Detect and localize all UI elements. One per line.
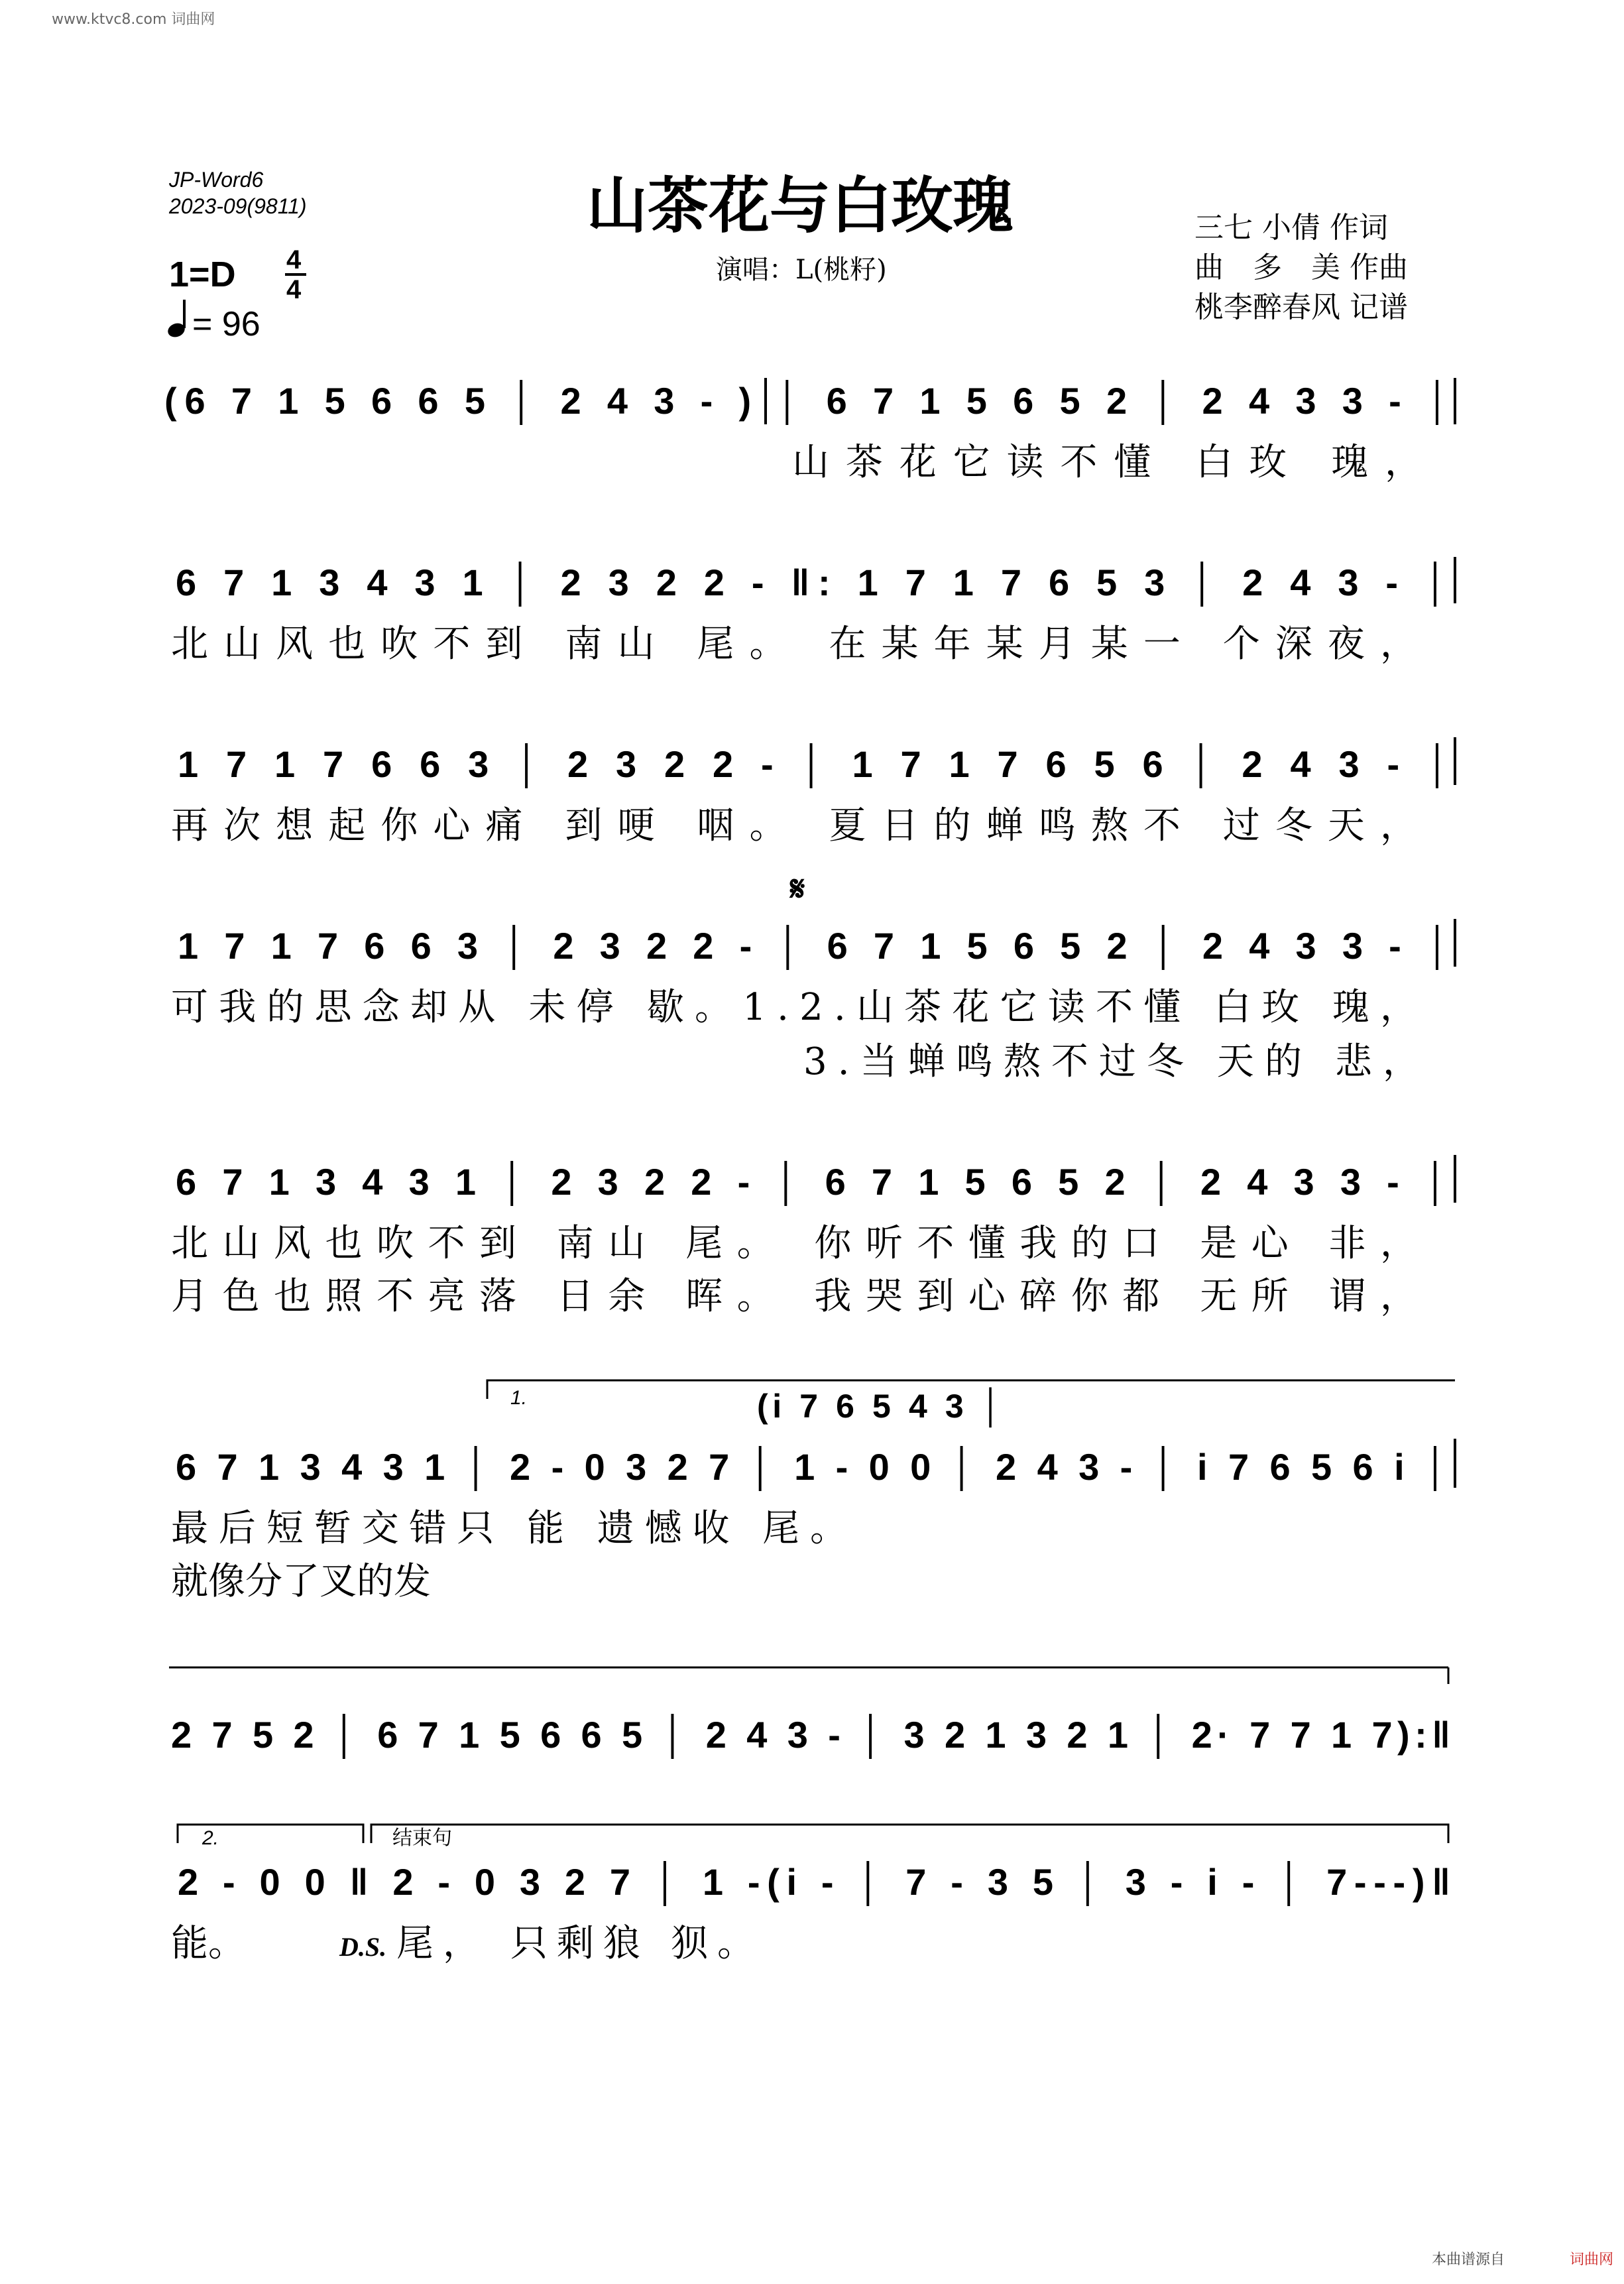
lyric-line: 山茶花它读不懂 白玫 瑰， xyxy=(792,441,1422,484)
tempo-marking: = 96 xyxy=(192,305,261,343)
composer-credit: 曲 多 美 作曲 xyxy=(1194,251,1408,284)
time-signature-bottom: 4 xyxy=(286,275,302,304)
transcriber-credit: 桃李醉春风 记谱 xyxy=(1194,290,1408,324)
score-row-2 xyxy=(171,557,1455,666)
lyric-line: 再次想起你心痛 到哽 咽。 夏日的蝉鸣熬不 过冬天， xyxy=(171,804,1417,847)
ds-marking: D.S. xyxy=(339,1932,387,1962)
notation-line: 6 7 1 3 4 3 1 │ 2 3 2 2 - ‖: 1 7 1 7 6 5 3 │ 2 4 3 - │ xyxy=(176,562,1448,603)
version-label: 2023-09(9811) xyxy=(169,194,307,218)
source-tag: www.ktvc8.com 词曲网 xyxy=(52,11,215,28)
lyric-line-2: 就像分了叉的发 xyxy=(171,1560,431,1603)
score-row-8 xyxy=(171,1825,1450,1965)
footer-site: 词曲网 xyxy=(1570,2252,1614,2268)
notation-line: (6 7 1 5 6 6 5 │ 2 4 3 - ) │ 6 7 1 5 6 5 2 │ 2 4 3 3 - │ xyxy=(164,380,1450,422)
lyric-line: 可我的思念却从 未停 歇。1.2.山茶花它读不懂 白玫 瑰， xyxy=(171,986,1417,1029)
ending-label: 结束句 xyxy=(392,1827,452,1850)
footer-source: 本曲谱源自 xyxy=(1432,2252,1505,2268)
singer-credit: 演唱：L(桃籽) xyxy=(716,255,887,285)
time-signature-top: 4 xyxy=(286,245,302,274)
score-row-3 xyxy=(171,737,1455,847)
lyricist-credit: 三七 小倩 作词 xyxy=(1194,211,1388,245)
lyric-line: 最后短暂交错只 能 遗憾收 尾。 xyxy=(171,1507,847,1550)
notation-line: 6 7 1 3 4 3 1 │ 2 3 2 2 - │ 6 7 1 5 6 5 2 │ 2 4 3 3 - │ xyxy=(176,1161,1448,1203)
score-row-5 xyxy=(171,1155,1455,1318)
lyric-line-end: 尾， 只剩狼 狈。 xyxy=(396,1922,754,1965)
volta-label-1: 1. xyxy=(510,1387,528,1409)
notation-line: 2 - 0 0 ‖ 2 - 0 3 2 7 │ 1 -(i - │ 7 - 3 5 │ 3 - i - │ 7---)‖ xyxy=(178,1861,1451,1903)
lyric-line: 北山风也吹不到 南山 尾。 在某年某月某一 个深夜， xyxy=(171,623,1417,666)
score-row-6 xyxy=(171,1380,1455,1603)
notation-line: 2 7 5 2 │ 6 7 1 5 6 6 5 │ 2 4 3 - │ 3 2 1 3 2 1 │ 2· 7 7 1 7):‖ xyxy=(171,1714,1451,1756)
quarter-note-icon xyxy=(166,300,186,339)
ending-bracket xyxy=(371,1825,1448,1843)
lyric-line: 能。 xyxy=(171,1922,245,1965)
score-row-7 xyxy=(169,1667,1450,1759)
score-row-4 xyxy=(171,870,1455,1083)
segno-sign: 𝄋 xyxy=(790,870,805,908)
score-row-1 xyxy=(164,378,1455,484)
upper-ossia: (i 7 6 5 4 3 │ xyxy=(757,1388,1002,1425)
lyric-line-2: 月色也照不亮落 日余 晖。 我哭到心碎你都 无所 谓， xyxy=(171,1275,1417,1318)
volta-label-2: 2. xyxy=(202,1827,219,1849)
page-title: 山茶花与白玫瑰 xyxy=(587,170,1014,241)
notation-line: 1 7 1 7 6 6 3 │ 2 3 2 2 - │ 1 7 1 7 6 5 6 │ 2 4 3 - │ xyxy=(178,743,1450,785)
software-label: JP-Word6 xyxy=(169,168,264,192)
notation-line: 1 7 1 7 6 6 3 │ 2 3 2 2 - │ 6 7 1 5 6 5 2 │ 2 4 3 3 - │ xyxy=(178,925,1450,967)
key-signature: 1=D xyxy=(169,255,236,294)
lyric-line: 北山风也吹不到 南山 尾。 你听不懂我的口 是心 非， xyxy=(171,1222,1417,1265)
lyric-line-verse3: 3.当蝉鸣熬不过冬 天的 悲， xyxy=(803,1040,1420,1083)
notation-line: 6 7 1 3 4 3 1 │ 2 - 0 3 2 7 │ 1 - 0 0 │ 2 4 3 - │ i 7 6 5 6 i │ xyxy=(176,1446,1448,1488)
